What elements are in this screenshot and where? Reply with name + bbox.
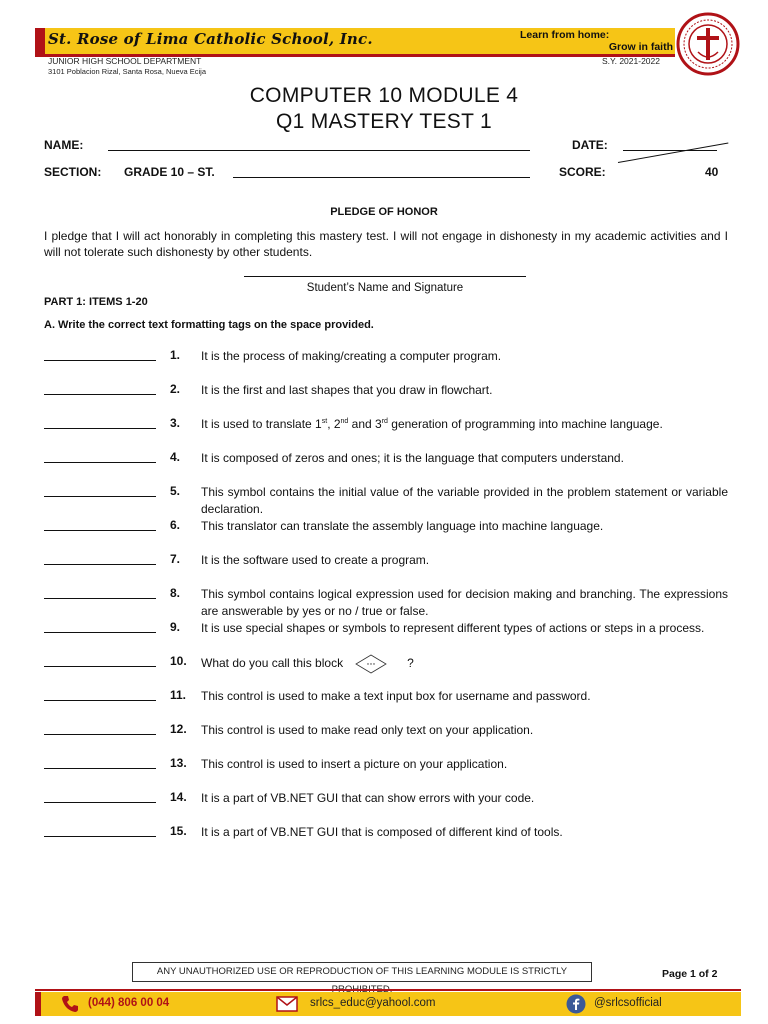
question-item [44, 756, 728, 790]
school-name: St. Rose of Lima Catholic School, Inc. [48, 30, 373, 48]
question-number: 14. [170, 790, 187, 804]
question-number: 7. [170, 552, 181, 566]
answer-blank[interactable] [44, 666, 156, 667]
question-item [44, 552, 728, 586]
signature-field[interactable] [244, 276, 526, 277]
department: JUNIOR HIGH SCHOOL DEPARTMENT [48, 56, 202, 66]
answer-blank[interactable] [44, 496, 156, 497]
answer-blank[interactable] [44, 428, 156, 429]
question-item [44, 654, 728, 688]
page-subtitle: Q1 MASTERY TEST 1 [276, 110, 492, 133]
question-number: 15. [170, 824, 187, 838]
question-number: 3. [170, 416, 181, 430]
answer-blank[interactable] [44, 836, 156, 837]
school-seal-logo [676, 12, 740, 76]
answer-blank[interactable] [44, 734, 156, 735]
question-number: 5. [170, 484, 181, 498]
question-text: What do you call this block ? [201, 654, 728, 674]
score-label: SCORE: [559, 165, 606, 179]
pledge-title: PLEDGE OF HONOR [330, 206, 438, 218]
part-instruction: A. Write the correct text formatting tags on the space provided. [44, 319, 374, 331]
question-item [44, 722, 728, 756]
pledge-text: I pledge that I will act honorably in completing this mastery test. I will not engage in dishonesty in my academic activities and I will not tolerate such dishonesty by other students. [44, 229, 728, 259]
question-text: It is a part of VB.NET GUI that is composed of different kind of tools. [201, 825, 563, 839]
question-text: This symbol contains logical expression used for decision making and branching. The expressions are answerable by yes or no / true or false. [201, 587, 728, 618]
question-text: It is the process of making/creating a computer program. [201, 349, 502, 363]
decision-diamond-icon [355, 654, 387, 674]
copyright-notice: ANY UNAUTHORIZED USE OR REPRODUCTION OF THIS LEARNING MODULE IS STRICTLY [132, 962, 592, 982]
question-text: It is composed of zeros and ones; it is the language that computers understand. [201, 451, 624, 465]
question-item [44, 688, 728, 722]
name-field[interactable] [108, 150, 530, 151]
question-text: This control is used to insert a picture on your application. [201, 757, 508, 771]
answer-blank[interactable] [44, 530, 156, 531]
question-item [44, 416, 728, 450]
email-address[interactable]: srlcs_educ@yahool.com [310, 997, 436, 1009]
phone-number: (044) 806 00 04 [88, 997, 170, 1009]
question-text: It is used to translate 1st, 2nd and 3rd generation of programming into machine language. [201, 417, 663, 431]
question-item [44, 824, 728, 858]
page-number: Page 1 of 2 [662, 968, 718, 980]
date-field[interactable] [623, 150, 717, 151]
question-number: 12. [170, 722, 187, 736]
question-item [44, 620, 728, 654]
facebook-handle[interactable]: @srlcsofficial [594, 997, 662, 1009]
motto-line-2: Grow in faith [608, 41, 673, 53]
question-number: 8. [170, 586, 181, 600]
question-text: This control is used to make read only text on your application. [201, 723, 534, 737]
date-label: DATE: [572, 138, 608, 152]
mail-icon [276, 994, 298, 1014]
question-number: 13. [170, 756, 187, 770]
phone-icon [60, 994, 80, 1014]
question-text: It is the first and last shapes that you draw in flowchart. [201, 383, 493, 397]
score-total: 40 [705, 165, 719, 179]
question-text: It is the software used to create a program. [201, 553, 430, 567]
question-number: 6. [170, 518, 181, 532]
page-title: COMPUTER 10 MODULE 4 [249, 84, 519, 107]
facebook-icon [566, 994, 586, 1014]
answer-blank[interactable] [44, 394, 156, 395]
answer-blank[interactable] [44, 564, 156, 565]
name-label: NAME: [44, 138, 84, 152]
section-label: SECTION: [44, 165, 102, 179]
footer-bar-accent [35, 992, 41, 1016]
footer-stripe [35, 989, 741, 991]
question-number: 10. [170, 654, 187, 668]
question-number: 2. [170, 382, 181, 396]
question-text: It is use special shapes or symbols to represent different types of actions or steps in a process. [201, 621, 705, 635]
question-text: This control is used to make a text input box for username and password. [201, 689, 591, 703]
part-heading: PART 1: ITEMS 1-20 [44, 296, 148, 308]
section-value: GRADE 10 – ST. [124, 165, 215, 179]
answer-blank[interactable] [44, 360, 156, 361]
header-banner-accent [35, 28, 45, 54]
score-slash [618, 143, 728, 163]
answer-blank[interactable] [44, 768, 156, 769]
section-field[interactable] [233, 177, 530, 178]
question-number: 11. [170, 688, 187, 702]
answer-blank[interactable] [44, 462, 156, 463]
school-year: S.Y. 2021-2022 [602, 56, 660, 66]
answer-blank[interactable] [44, 802, 156, 803]
question-text: This symbol contains the initial value of the variable provided in the problem statement or variable declaration. [201, 485, 728, 516]
answer-blank[interactable] [44, 700, 156, 701]
motto [520, 29, 675, 53]
question-item [44, 586, 728, 620]
question-item [44, 790, 728, 824]
address: 3101 Poblacion Rizal, Santa Rosa, Nueva Ecija [48, 67, 207, 76]
motto-line-1: Learn from home: [520, 29, 610, 41]
question-item [44, 382, 728, 416]
question-text: This translator can translate the assembly language into machine language. [201, 519, 604, 533]
question-item [44, 518, 728, 552]
question-number: 1. [170, 348, 181, 362]
question-number: 9. [170, 620, 181, 634]
question-number: 4. [170, 450, 181, 464]
question-item [44, 450, 728, 484]
answer-blank[interactable] [44, 598, 156, 599]
question-item [44, 348, 728, 382]
question-item [44, 484, 728, 518]
answer-blank[interactable] [44, 632, 156, 633]
question-text: It is a part of VB.NET GUI that can show errors with your code. [201, 791, 535, 805]
signature-label: Student’s Name and Signature [306, 282, 464, 294]
